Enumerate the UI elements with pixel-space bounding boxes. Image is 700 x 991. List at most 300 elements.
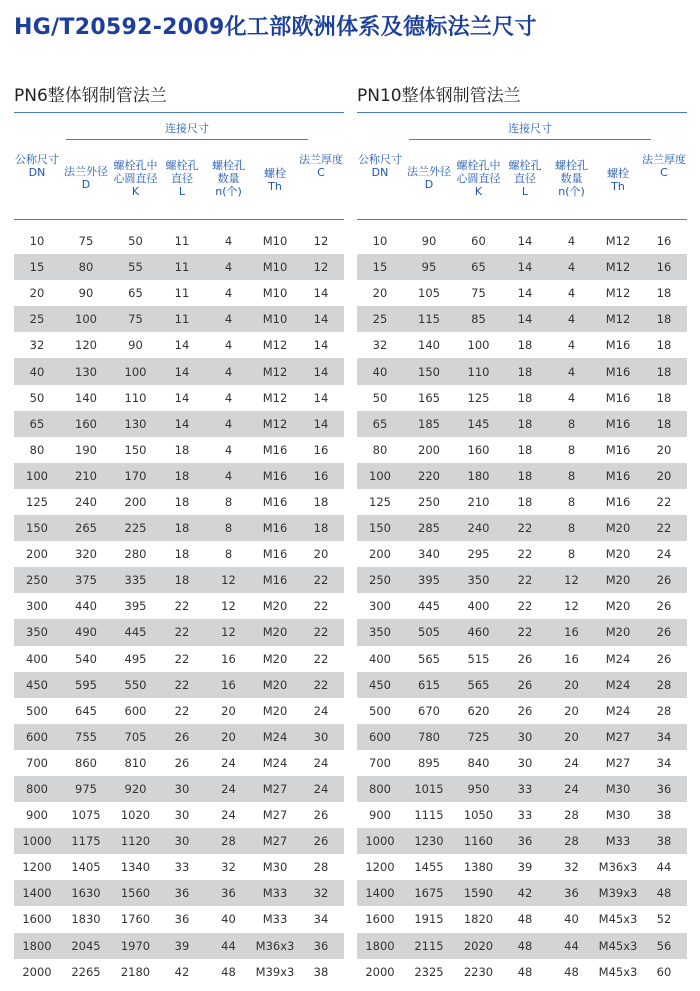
column-header-line: C [660,166,668,179]
bolt-count-cell: 28 [564,808,579,823]
bolt-thread-cell: M27 [605,729,631,744]
thickness-cell: 30 [313,729,329,744]
bolt-count-cell: 28 [221,834,236,849]
outer-diameter-cell: 445 [418,599,440,614]
bolt-circle-cell: 2230 [463,964,494,979]
table-row [357,906,687,932]
bolt-hole-diameter-cell: 11 [174,260,190,275]
outer-diameter-cell: 150 [418,364,440,379]
thickness-cell: 26 [656,625,672,640]
dn-cell: 2000 [365,964,395,979]
bolt-thread-cell: M20 [262,599,288,614]
bolt-hole-diameter-cell: 36 [174,886,190,901]
dn-cell: 100 [26,468,48,483]
column-header-line: C [317,166,325,179]
dn-cell: 32 [29,338,45,353]
bolt-count-cell: 12 [564,599,579,614]
thickness-cell: 14 [313,364,329,379]
bolt-hole-diameter-cell: 22 [517,599,533,614]
thickness-cell: 22 [656,494,672,509]
bolt-thread-cell: M27 [262,834,288,849]
thickness-cell: 56 [656,938,672,953]
dn-cell: 350 [26,625,48,640]
thickness-cell: 18 [313,521,329,536]
bolt-hole-diameter-cell: 48 [517,912,533,927]
table-row [357,959,687,985]
column-header-line: n(个) [215,185,242,198]
dn-cell: 1000 [365,834,395,849]
thickness-cell: 38 [656,808,672,823]
outer-diameter-cell: 2045 [71,938,101,953]
table-row [14,306,344,332]
bolt-count-cell: 8 [224,521,233,536]
bolt-hole-diameter-cell: 33 [517,808,533,823]
bolt-circle-cell: 1120 [120,834,151,849]
thickness-cell: 22 [313,677,329,692]
table-row [14,776,344,802]
bolt-circle-cell: 1340 [120,860,151,875]
bolt-circle-cell: 620 [467,703,490,718]
table-row [357,254,687,280]
bolt-thread-cell: M12 [605,234,631,249]
bolt-hole-diameter-cell: 39 [517,860,533,875]
outer-diameter-cell: 140 [418,338,440,353]
outer-diameter-cell: 860 [75,755,97,770]
dn-cell: 125 [369,494,391,509]
bolt-hole-diameter-cell: 18 [517,468,533,483]
dn-cell: 400 [26,651,48,666]
bolt-hole-diameter-cell: 14 [517,234,533,249]
thickness-cell: 24 [313,782,329,797]
dn-cell: 50 [372,390,388,405]
thickness-cell: 20 [313,547,329,562]
dn-cell: 150 [369,521,391,536]
outer-diameter-cell: 75 [78,234,94,249]
bolt-count-cell: 8 [567,547,576,562]
dn-cell: 200 [369,547,391,562]
bolt-circle-cell: 1590 [463,886,494,901]
bolt-thread-cell: M30 [605,808,631,823]
bolt-hole-diameter-cell: 22 [517,547,533,562]
bolt-circle-cell: 950 [467,782,490,797]
thickness-cell: 22 [313,651,329,666]
outer-diameter-cell: 90 [421,234,437,249]
dn-cell: 500 [369,703,391,718]
bolt-hole-diameter-cell: 30 [174,782,190,797]
bolt-count-cell: 4 [224,442,233,457]
table-row [14,228,344,254]
table-row [357,880,687,906]
bolt-thread-cell: M20 [262,651,288,666]
bolt-count-cell: 20 [564,677,579,692]
bolt-thread-cell: M45x3 [598,938,638,953]
bolt-thread-cell: M33 [605,834,631,849]
table-body [14,228,344,985]
thickness-cell: 18 [656,286,672,301]
bolt-circle-cell: 600 [124,703,147,718]
outer-diameter-cell: 505 [418,625,440,640]
bolt-circle-cell: 145 [467,416,490,431]
column-header-line: n(个) [558,185,585,198]
bolt-count-cell: 48 [564,964,579,979]
table-row [14,280,344,306]
thickness-cell: 12 [313,260,329,275]
bolt-circle-cell: 1020 [120,808,151,823]
table-pn10 [357,84,687,985]
bolt-count-cell: 8 [224,494,233,509]
bolt-hole-diameter-cell: 18 [174,494,190,509]
bolt-count-cell: 16 [221,651,236,666]
thickness-cell: 24 [313,755,329,770]
bolt-hole-diameter-cell: 18 [517,442,533,457]
bolt-count-cell: 12 [221,599,236,614]
dn-cell: 250 [369,573,391,588]
bolt-circle-cell: 200 [124,494,147,509]
dn-cell: 1400 [22,886,52,901]
thickness-cell: 18 [656,390,672,405]
thickness-cell: 14 [313,390,329,405]
bolt-hole-diameter-cell: 18 [174,521,190,536]
table-title: PN6整体钢制管法兰 [14,86,167,106]
bolt-count-cell: 4 [567,312,576,327]
outer-diameter-cell: 90 [78,286,94,301]
table-header-rule [14,219,344,220]
table-row [14,437,344,463]
dn-cell: 1000 [22,834,52,849]
bolt-thread-cell: M16 [262,573,288,588]
outer-diameter-cell: 755 [75,729,97,744]
bolt-hole-diameter-cell: 22 [174,677,190,692]
dn-cell: 15 [29,260,45,275]
bolt-count-cell: 4 [224,416,233,431]
bolt-thread-cell: M24 [262,729,288,744]
bolt-count-cell: 20 [564,729,579,744]
bolt-circle-cell: 1760 [120,912,151,927]
outer-diameter-cell: 565 [418,651,440,666]
bolt-hole-diameter-cell: 18 [517,338,533,353]
column-header-c [637,153,691,179]
dn-cell: 900 [369,808,391,823]
bolt-hole-diameter-cell: 48 [517,938,533,953]
table-row [357,280,687,306]
bolt-circle-cell: 85 [471,312,486,327]
bolt-count-cell: 12 [221,573,236,588]
bolt-count-cell: 8 [567,468,576,483]
bolt-thread-cell: M20 [605,625,631,640]
column-header-line: Th [611,180,625,193]
bolt-thread-cell: M16 [605,416,631,431]
bolt-count-cell: 8 [567,442,576,457]
outer-diameter-cell: 160 [75,416,97,431]
outer-diameter-cell: 645 [75,703,97,718]
bolt-thread-cell: M16 [262,494,288,509]
outer-diameter-cell: 80 [78,260,94,275]
bolt-thread-cell: M20 [605,547,631,562]
bolt-count-cell: 4 [224,312,233,327]
bolt-circle-cell: 50 [128,234,143,249]
bolt-circle-cell: 1970 [120,938,151,953]
table-row [357,776,687,802]
bolt-hole-diameter-cell: 30 [517,729,533,744]
column-header-line: 螺栓 [264,167,286,180]
column-header-line: 公称尺寸 [358,153,402,166]
bolt-circle-cell: 295 [467,547,490,562]
outer-diameter-cell: 210 [75,468,97,483]
bolt-hole-diameter-cell: 18 [174,573,190,588]
column-header-line: 心圆直径 [113,172,158,185]
dn-cell: 40 [29,364,45,379]
bolt-count-cell: 8 [224,547,233,562]
bolt-circle-cell: 160 [467,442,490,457]
bolt-count-cell: 4 [224,260,233,275]
bolt-circle-cell: 225 [124,521,147,536]
outer-diameter-cell: 595 [75,677,97,692]
bolt-count-cell: 8 [567,416,576,431]
thickness-cell: 14 [313,312,329,327]
bolt-thread-cell: M12 [262,390,288,405]
outer-diameter-cell: 1075 [71,808,101,823]
bolt-thread-cell: M45x3 [598,964,638,979]
bolt-thread-cell: M20 [605,573,631,588]
bolt-count-cell: 4 [224,234,233,249]
thickness-cell: 22 [656,521,672,536]
outer-diameter-cell: 670 [418,703,440,718]
bolt-hole-diameter-cell: 22 [517,521,533,536]
bolt-circle-cell: 280 [124,547,147,562]
bolt-thread-cell: M10 [262,312,288,327]
outer-diameter-cell: 1675 [414,886,444,901]
table-row [357,489,687,515]
bolt-circle-cell: 705 [124,729,147,744]
dn-cell: 10 [372,234,388,249]
column-header-line: 直径 [514,172,536,185]
table-row [357,515,687,541]
thickness-cell: 20 [656,442,672,457]
dn-cell: 2000 [22,964,52,979]
column-header-line: DN [28,166,46,179]
bolt-circle-cell: 75 [471,286,486,301]
table-header [14,113,344,219]
column-header-line: 数量 [560,172,583,185]
table-row [14,959,344,985]
dn-cell: 700 [26,755,48,770]
outer-diameter-cell: 165 [418,390,440,405]
bolt-hole-diameter-cell: 14 [517,260,533,275]
thickness-cell: 52 [656,912,672,927]
thickness-cell: 18 [656,416,672,431]
dn-cell: 65 [29,416,45,431]
column-header-line: DN [371,166,389,179]
bolt-thread-cell: M39x3 [255,964,295,979]
bolt-thread-cell: M16 [605,338,631,353]
bolt-hole-diameter-cell: 22 [174,599,190,614]
outer-diameter-cell: 440 [75,599,97,614]
bolt-count-cell: 4 [567,286,576,301]
column-header-d [399,165,459,191]
bolt-thread-cell: M16 [605,468,631,483]
dn-cell: 20 [372,286,388,301]
dn-cell: 500 [26,703,48,718]
bolt-thread-cell: M24 [605,677,631,692]
dn-cell: 80 [29,442,45,457]
dn-cell: 1200 [365,860,395,875]
bolt-hole-diameter-cell: 22 [174,625,190,640]
bolt-thread-cell: M12 [605,260,631,275]
outer-diameter-cell: 780 [418,729,440,744]
outer-diameter-cell: 490 [75,625,97,640]
table-row [357,593,687,619]
bolt-count-cell: 28 [564,834,579,849]
dn-cell: 40 [372,364,388,379]
bolt-thread-cell: M10 [262,234,288,249]
outer-diameter-cell: 200 [418,442,440,457]
outer-diameter-cell: 285 [418,521,440,536]
dn-cell: 300 [26,599,48,614]
dn-cell: 900 [26,808,48,823]
bolt-hole-diameter-cell: 11 [174,312,190,327]
bolt-count-cell: 12 [564,573,579,588]
bolt-hole-diameter-cell: 26 [517,703,533,718]
bolt-circle-cell: 75 [128,312,143,327]
bolt-circle-cell: 65 [471,260,486,275]
table-row [357,802,687,828]
bolt-hole-diameter-cell: 18 [517,494,533,509]
bolt-hole-diameter-cell: 26 [517,651,533,666]
dn-cell: 600 [369,729,391,744]
thickness-cell: 14 [313,416,329,431]
bolt-hole-diameter-cell: 14 [517,286,533,301]
outer-diameter-cell: 105 [418,286,440,301]
dn-cell: 100 [369,468,391,483]
table-row [357,306,687,332]
bolt-count-cell: 24 [564,755,579,770]
thickness-cell: 18 [656,338,672,353]
outer-diameter-cell: 190 [75,442,97,457]
column-header-line: 螺栓孔 [555,159,588,172]
outer-diameter-cell: 265 [75,521,97,536]
thickness-cell: 36 [656,782,672,797]
outer-diameter-cell: 1830 [71,912,101,927]
bolt-circle-cell: 100 [124,364,147,379]
outer-diameter-cell: 615 [418,677,440,692]
table-pn6 [14,84,344,985]
bolt-hole-diameter-cell: 39 [174,938,190,953]
bolt-hole-diameter-cell: 22 [174,651,190,666]
dn-cell: 32 [372,338,388,353]
bolt-count-cell: 4 [567,260,576,275]
thickness-cell: 26 [656,651,672,666]
outer-diameter-cell: 340 [418,547,440,562]
dn-cell: 600 [26,729,48,744]
column-header-line: 法兰厚度 [642,153,686,166]
bolt-count-cell: 4 [224,390,233,405]
bolt-hole-diameter-cell: 14 [174,416,190,431]
thickness-cell: 34 [656,755,672,770]
dn-cell: 800 [369,782,391,797]
bolt-thread-cell: M33 [262,886,288,901]
thickness-cell: 28 [656,677,672,692]
bolt-circle-cell: 180 [467,468,490,483]
bolt-count-cell: 44 [564,938,579,953]
thickness-cell: 24 [656,547,672,562]
column-header-line: L [178,185,186,198]
outer-diameter-cell: 2325 [414,964,444,979]
bolt-circle-cell: 725 [467,729,490,744]
bolt-hole-diameter-cell: 42 [517,886,533,901]
bolt-count-cell: 24 [564,782,579,797]
bolt-hole-diameter-cell: 26 [517,677,533,692]
outer-diameter-cell: 240 [75,494,97,509]
bolt-circle-cell: 90 [128,338,143,353]
bolt-thread-cell: M24 [605,651,631,666]
bolt-count-cell: 16 [221,677,236,692]
outer-diameter-cell: 2265 [71,964,101,979]
table-row [14,541,344,567]
bolt-circle-cell: 130 [124,416,147,431]
bolt-circle-cell: 550 [124,677,147,692]
bolt-count-cell: 4 [567,364,576,379]
table-row [357,358,687,384]
dn-cell: 150 [26,521,48,536]
bolt-circle-cell: 110 [124,390,147,405]
thickness-cell: 24 [313,703,329,718]
dn-cell: 450 [369,677,391,692]
column-header-line: 螺栓孔 [165,159,199,172]
bolt-thread-cell: M16 [605,364,631,379]
bolt-circle-cell: 150 [124,442,147,457]
connection-size-rule [66,139,308,140]
outer-diameter-cell: 120 [75,338,97,353]
bolt-circle-cell: 60 [471,234,486,249]
bolt-circle-cell: 335 [124,573,147,588]
table-row [14,698,344,724]
bolt-thread-cell: M12 [262,338,288,353]
bolt-count-cell: 16 [564,651,579,666]
thickness-cell: 18 [313,494,329,509]
bolt-thread-cell: M16 [605,442,631,457]
bolt-circle-cell: 1380 [463,860,494,875]
bolt-hole-diameter-cell: 36 [174,912,190,927]
bolt-hole-diameter-cell: 26 [174,729,190,744]
table-row [14,750,344,776]
bolt-hole-diameter-cell: 33 [517,782,533,797]
table-header [357,113,687,219]
table-row [14,854,344,880]
bolt-circle-cell: 810 [124,755,147,770]
bolt-thread-cell: M10 [262,260,288,275]
bolt-circle-cell: 565 [467,677,490,692]
column-header-d [56,165,116,191]
column-header-line: 螺栓 [607,167,629,180]
bolt-count-cell: 36 [221,886,236,901]
bolt-hole-diameter-cell: 18 [174,547,190,562]
bolt-count-cell: 32 [564,860,579,875]
bolt-count-cell: 24 [221,782,236,797]
outer-diameter-cell: 1915 [414,912,444,927]
bolt-hole-diameter-cell: 18 [517,416,533,431]
table-title: PN10整体钢制管法兰 [357,86,521,106]
column-header-line: D [424,178,434,191]
thickness-cell: 18 [656,364,672,379]
bolt-count-cell: 24 [221,755,236,770]
table-row [357,750,687,776]
thickness-cell: 14 [313,338,329,353]
outer-diameter-cell: 140 [75,390,97,405]
table-header-rule [357,219,687,220]
dn-cell: 1600 [22,912,52,927]
column-header-line: K [474,185,483,198]
outer-diameter-cell: 540 [75,651,97,666]
